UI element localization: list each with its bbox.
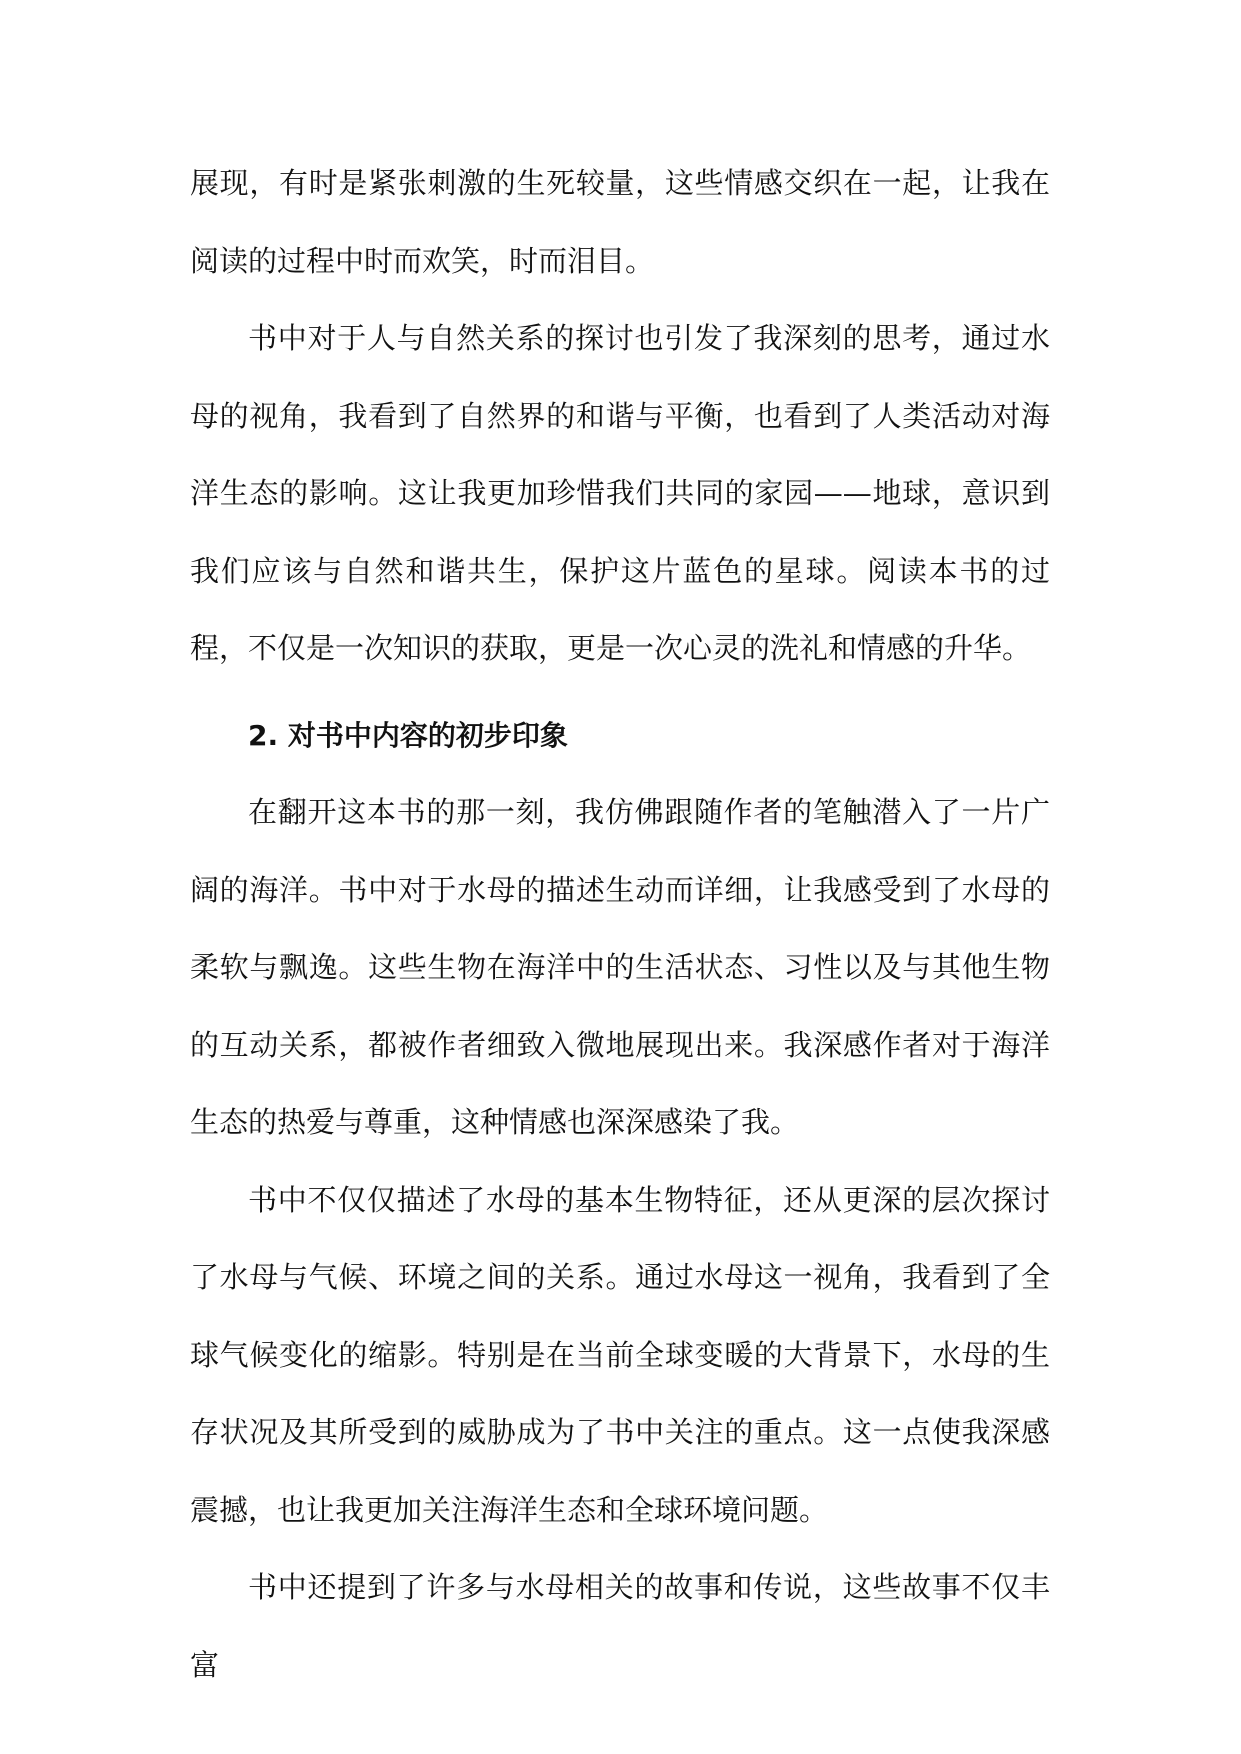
paragraph-legends: 书中还提到了许多与水母相关的故事和传说，这些故事不仅丰富	[190, 1570, 1050, 1682]
paragraph-continuation: 展现，有时是紧张刺激的生死较量，这些情感交织在一起，让我在阅读的过程中时而欢笑，时而泪目。	[190, 166, 1050, 278]
paragraph-nature-reflection: 书中对于人与自然关系的探讨也引发了我深刻的思考，通过水母的视角，我看到了自然界的和谐与平衡，也看到了人类活动对海洋生态的影响。这让我更加珍惜我们共同的家园——地球，意识到我们应该与自然和谐共生，保护这片蓝色的星球。阅读本书的过程，不仅是一次知识的获取，更是一次心灵的洗礼和情感的升华。	[190, 321, 1050, 665]
paragraph-climate: 书中不仅仅描述了水母的基本生物特征，还从更深的层次探讨了水母与气候、环境之间的关系。通过水母这一视角，我看到了全球气候变化的缩影。特别是在当前全球变暖的大背景下，水母的生存状况及其所受到的威胁成为了书中关注的重点。这一点使我深感震撼，也让我更加关注海洋生态和全球环境问题。	[190, 1182, 1050, 1527]
document-body	[190, 145, 1050, 1704]
section-heading: 2. 对书中内容的初步印象	[248, 718, 568, 752]
section-heading-block	[190, 697, 1050, 775]
paragraph-first-impression: 在翻开这本书的那一刻，我仿佛跟随作者的笔触潜入了一片广阔的海洋。书中对于水母的描述生动而详细，让我感受到了水母的柔软与飘逸。这些生物在海洋中的生活状态、习性以及与其他生物的互动关系，都被作者细致入微地展现出来。我深感作者对于海洋生态的热爱与尊重，这种情感也深深感染了我。	[190, 795, 1050, 1139]
